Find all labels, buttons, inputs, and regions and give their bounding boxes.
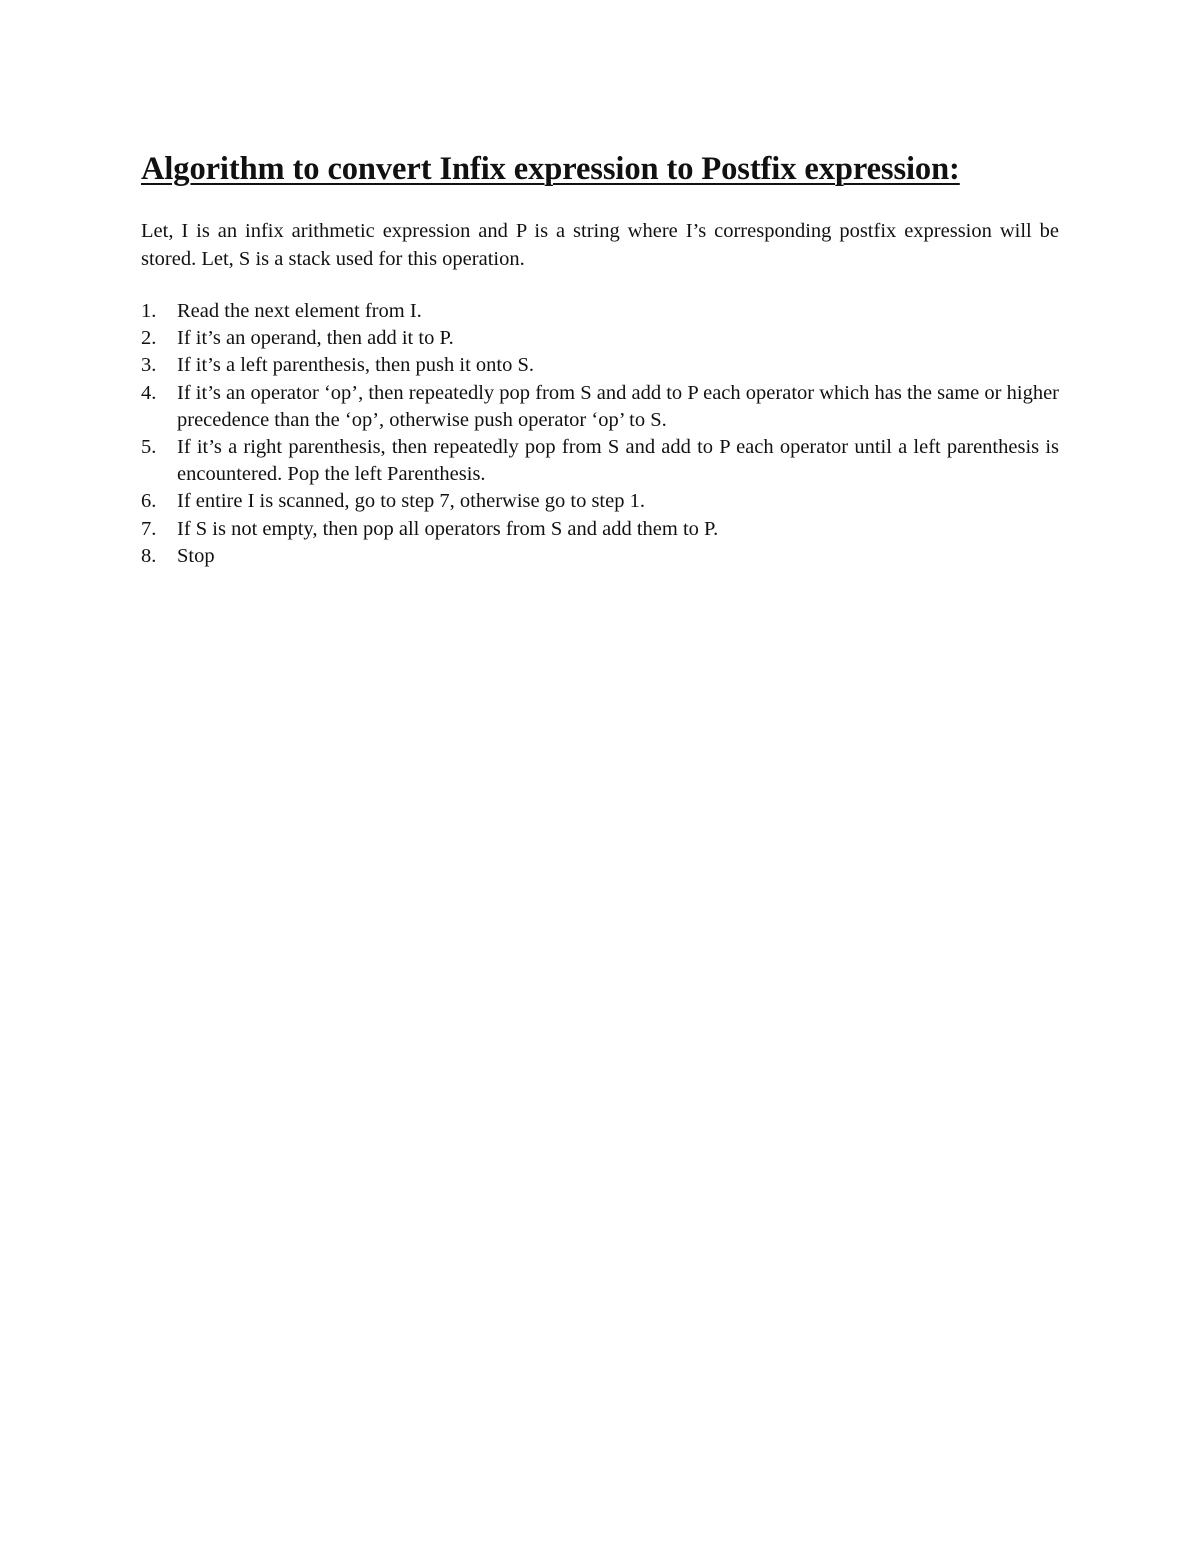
step-number: 1. bbox=[141, 300, 157, 322]
algorithm-steps-list bbox=[141, 298, 1059, 570]
list-item bbox=[141, 543, 1059, 570]
list-item bbox=[141, 325, 1059, 352]
list-item bbox=[141, 298, 1059, 325]
list-item bbox=[141, 352, 1059, 379]
step-text: If it’s a left parenthesis, then push it onto S. bbox=[177, 354, 534, 377]
step-number: 3. bbox=[141, 354, 157, 377]
list-item bbox=[141, 488, 1059, 515]
step-text: If S is not empty, then pop all operators from S and add them to P. bbox=[177, 517, 719, 540]
step-text: Stop bbox=[177, 544, 215, 567]
step-text: If it’s a right parenthesis, then repeatedly pop from S and add to P each operator until a left parenthesis is encountered. Pop the left Parenthesis. bbox=[177, 436, 1059, 486]
step-number: 5. bbox=[141, 436, 157, 459]
step-number: 2. bbox=[141, 327, 157, 350]
step-number: 8. bbox=[141, 544, 157, 567]
step-number: 6. bbox=[141, 490, 157, 513]
step-text: If entire I is scanned, go to step 7, otherwise go to step 1. bbox=[177, 490, 645, 513]
list-item bbox=[141, 516, 1059, 543]
list-item bbox=[141, 434, 1059, 488]
intro-paragraph: Let, I is an infix arithmetic expression and P is a string where I’s corresponding postfix expression will be stored. Let, S is a stack used for this operation. bbox=[141, 220, 1059, 270]
step-text: If it’s an operand, then add it to P. bbox=[177, 327, 454, 350]
step-number: 4. bbox=[141, 381, 157, 404]
step-text: If it’s an operator ‘op’, then repeatedly pop from S and add to P each operator which has the same or higher precedence than the ‘op’, otherwise push operator ‘op’ to S. bbox=[177, 381, 1059, 431]
document-title: Algorithm to convert Infix expression to Postfix expression: bbox=[141, 151, 960, 187]
step-text: Read the next element from I. bbox=[177, 300, 422, 322]
step-number: 7. bbox=[141, 517, 157, 540]
list-item bbox=[141, 380, 1059, 434]
